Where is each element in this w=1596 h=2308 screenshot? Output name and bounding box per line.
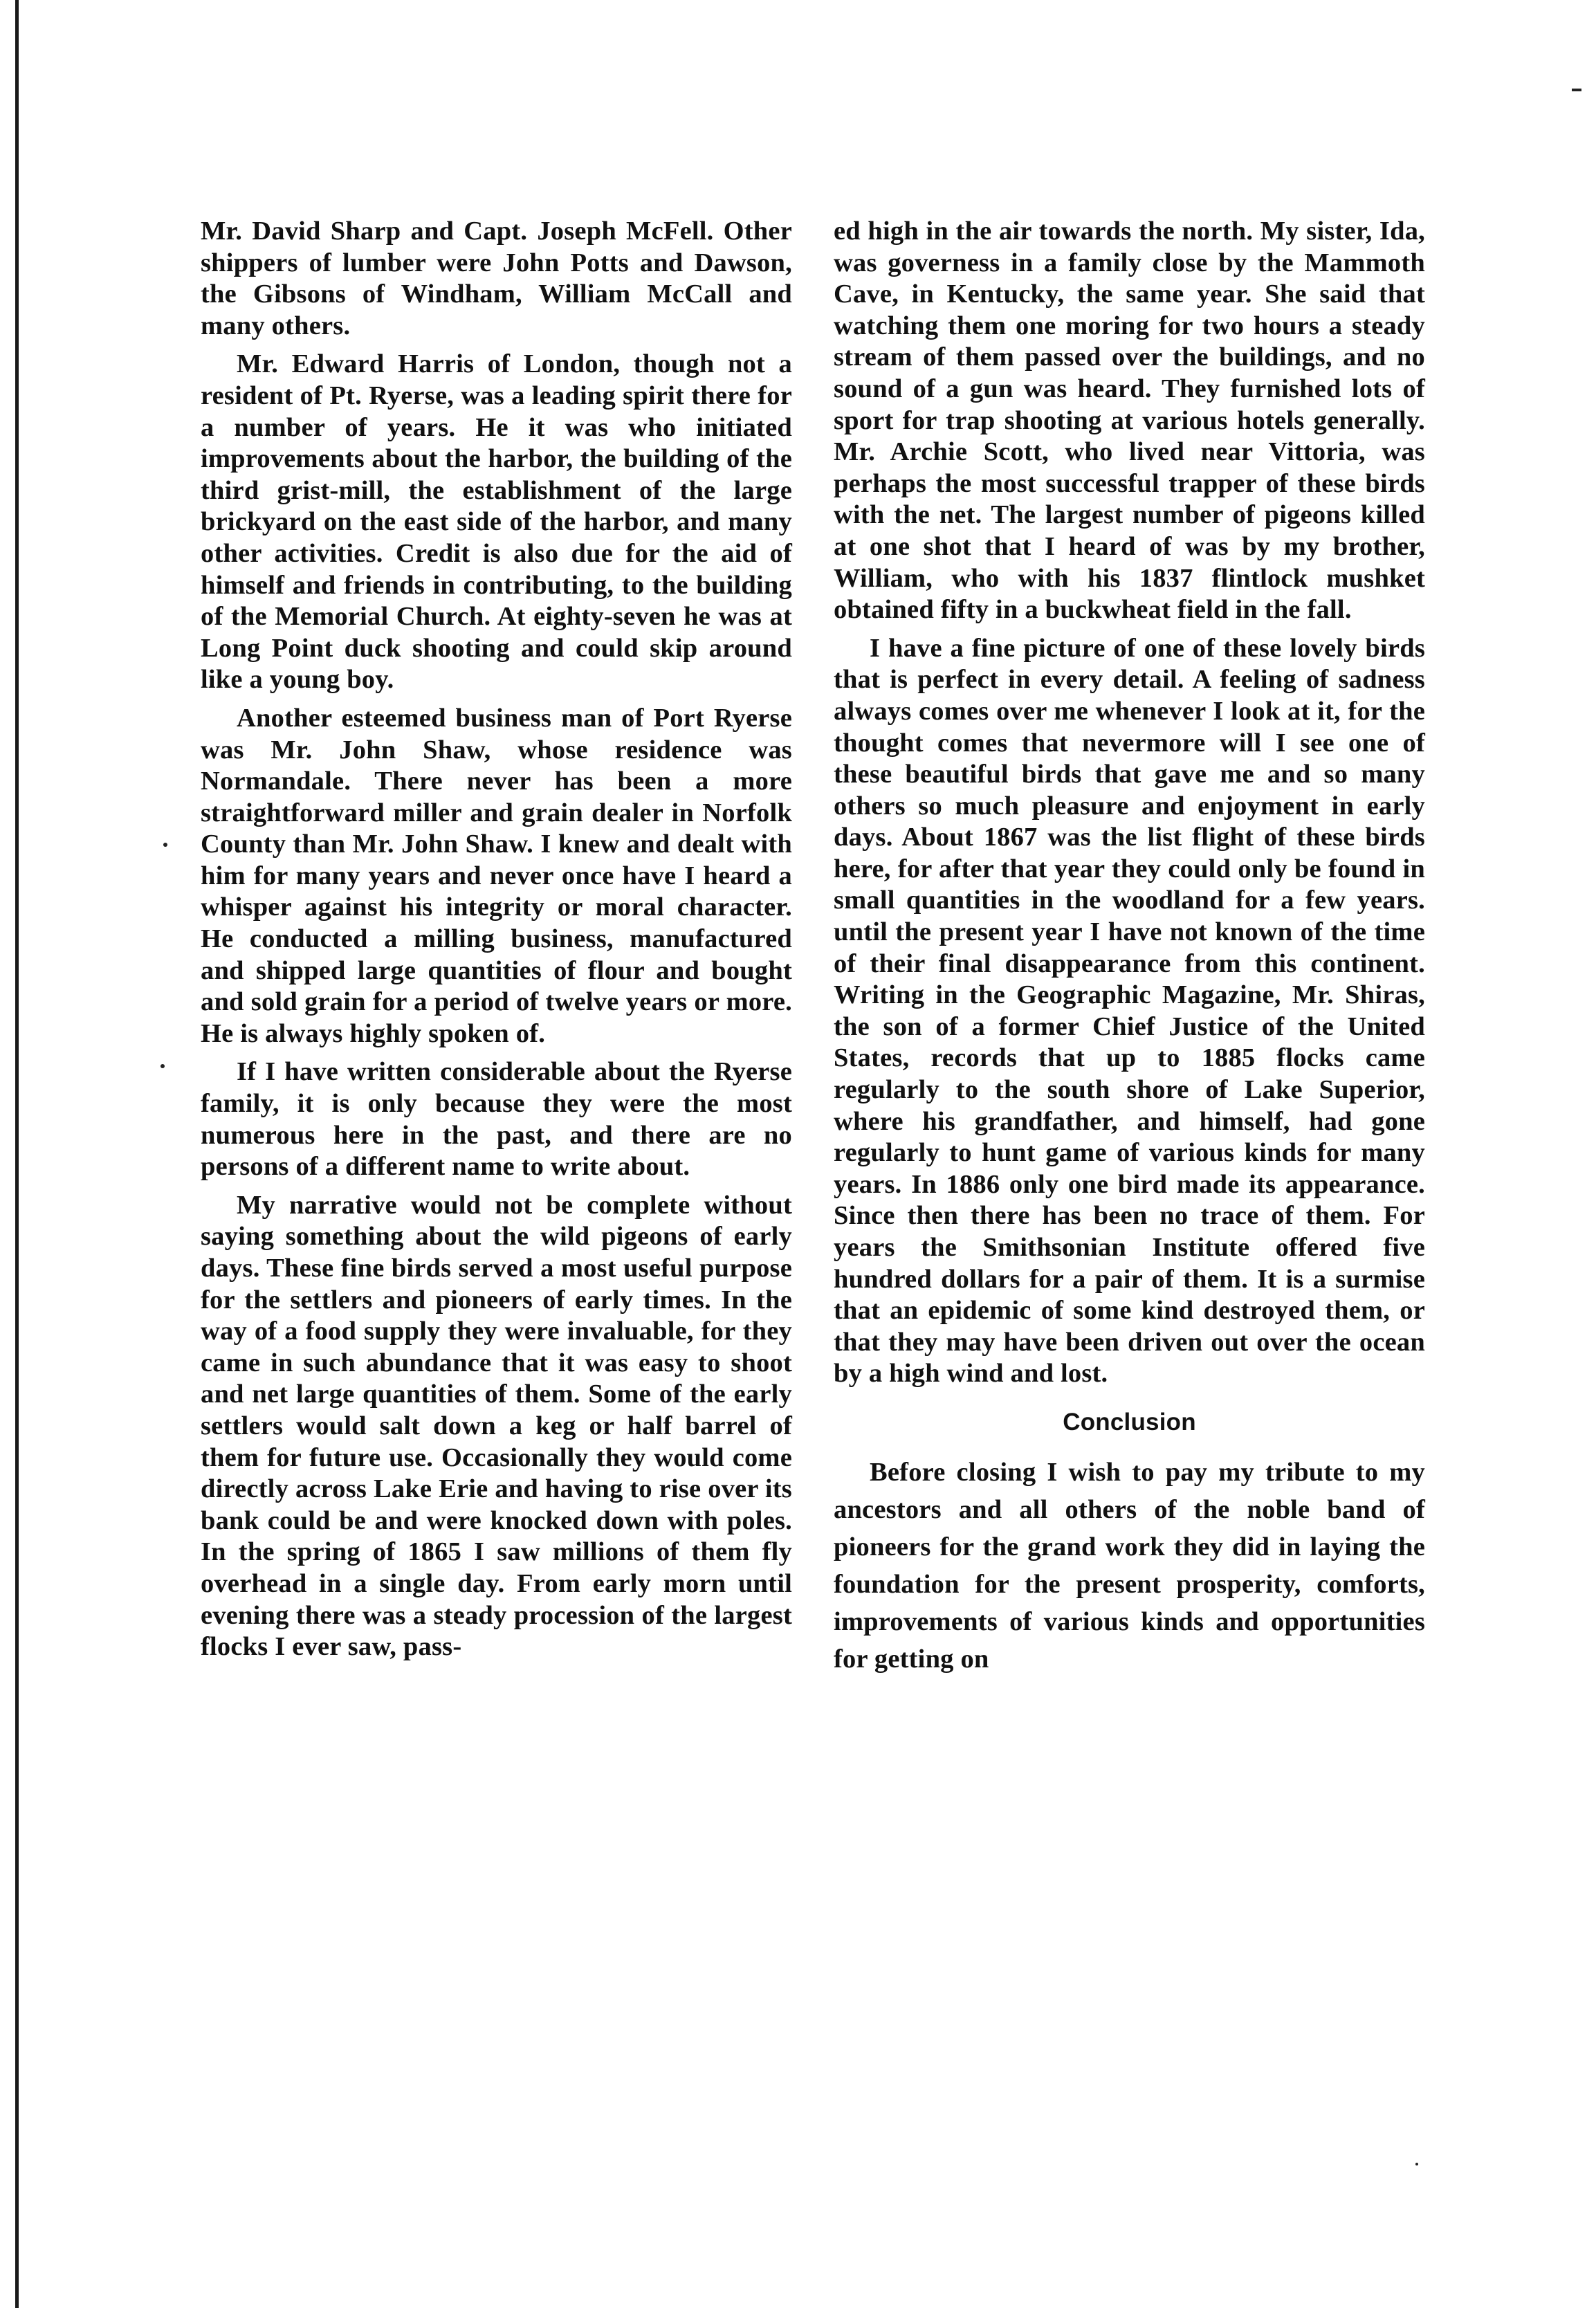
right-text-column xyxy=(834,216,1425,1685)
left-text-column xyxy=(201,216,792,1670)
section-heading: Conclusion xyxy=(1063,1408,1196,1436)
page-binding-edge xyxy=(15,0,19,2308)
paragraph: Another esteemed business man of Port Ryerse was Mr. John Shaw, whose residence was Normandale. There never has been a more straightforward miller and grain dealer in Norfolk County than Mr. John Shaw. I knew and dealt with him for many years and never once have I heard a whisper against his integrity or moral character. He conducted a milling business, manufactured and shipped large quantities of flour and bought and sold grain for a period of twelve years or more. He is always highly spoken of. xyxy=(201,703,792,1048)
paragraph: Mr. Edward Harris of London, though not a resident of Pt. Ryerse, was a leading spirit there for a number of years. He it was who initiated improvements about the harbor, the building of the third grist-mill, the establishment of the large brickyard on the east side of the harbor, and many other activities. Credit is also due for the aid of himself and friends in contributing, to the building of the Memorial Church. At eighty-seven he was at Long Point duck shooting and could skip around like a young boy. xyxy=(201,349,792,695)
scan-speck xyxy=(1415,2163,1418,2165)
paragraph: Before closing I wish to pay my tribute to my ancestors and all others of the noble band of pioneers for the grand work they did in laying the foundation for the present prosperity, comforts, improvements of various kinds and opportunities for getting on xyxy=(834,1457,1425,1674)
scan-speck xyxy=(1572,89,1581,91)
scan-speck xyxy=(160,1064,165,1068)
paragraph: If I have written considerable about the Ryerse family, it is only because they were the most numerous here in the past, and there are no persons of a different name to write about. xyxy=(201,1057,792,1182)
paragraph: ed high in the air towards the north. My sister, Ida, was governess in a family close by the Mammoth Cave, in Kentucky, the same year. She said that watching them one moring for two hours a steady stream of them passed over the buildings, and no sound of a gun was heard. They furnished lots of sport for trap shooting at various hotels generally. Mr. Archie Scott, who lived near Vittoria, was perhaps the most successful trapper of these birds with the net. The largest number of pigeons killed at one shot that I heard of was by my brother, William, who with his 1837 flintlock mushket obtained fifty in a buckwheat field in the fall. xyxy=(834,217,1425,625)
paragraph: Mr. David Sharp and Capt. Joseph McFell. Other shippers of lumber were John Potts and Dawson, the Gibsons of Windham, William McCall and many others. xyxy=(201,217,792,340)
scan-speck xyxy=(163,843,167,847)
paragraph: I have a fine picture of one of these lovely birds that is perfect in every detail. A feeling of sadness always comes over me whenever I look at it, for the thought comes that nevermore will I see one of these beautiful birds that gave me and so many others so much pleasure and enjoyment in early days. About 1867 was the list flight of these birds here, for after that year they could only be found in small quantities in the woodland for a few years. until the present year I have not known of the time of their final disappearance from this continent. Writing in the Geographic Magazine, Mr. Shiras, the son of a former Chief Justice of the United States, records that up to 1885 flocks came regularly to the south shore of Lake Superior, where his grandfather, and himself, had gone regularly to hunt game of various kinds for many years. In 1886 only one bird made its appearance. Since then there has been no trace of them. For years the Smithsonian Institute offered five hundred dollars for a pair of them. It is a surmise that an epidemic of some kind destroyed them, or that they may have been driven out over the ocean by a high wind and lost. xyxy=(834,633,1425,1389)
paragraph: My narrative would not be complete without saying something about the wild pigeons of early days. These fine birds served a most useful purpose for the settlers and pioneers of early times. In the way of a food supply they were invaluable, for they came in such abundance that it was easy to shoot and net large quantities of them. Some of the early settlers would salt down a keg or half barrel of them for future use. Occasionally they would come directly across Lake Erie and having to rise over its bank could be and were knocked down with poles. In the spring of 1865 I saw millions of them fly overhead in a single day. From early morn until evening there was a steady procession of the largest flocks I ever saw, pass- xyxy=(201,1190,792,1662)
